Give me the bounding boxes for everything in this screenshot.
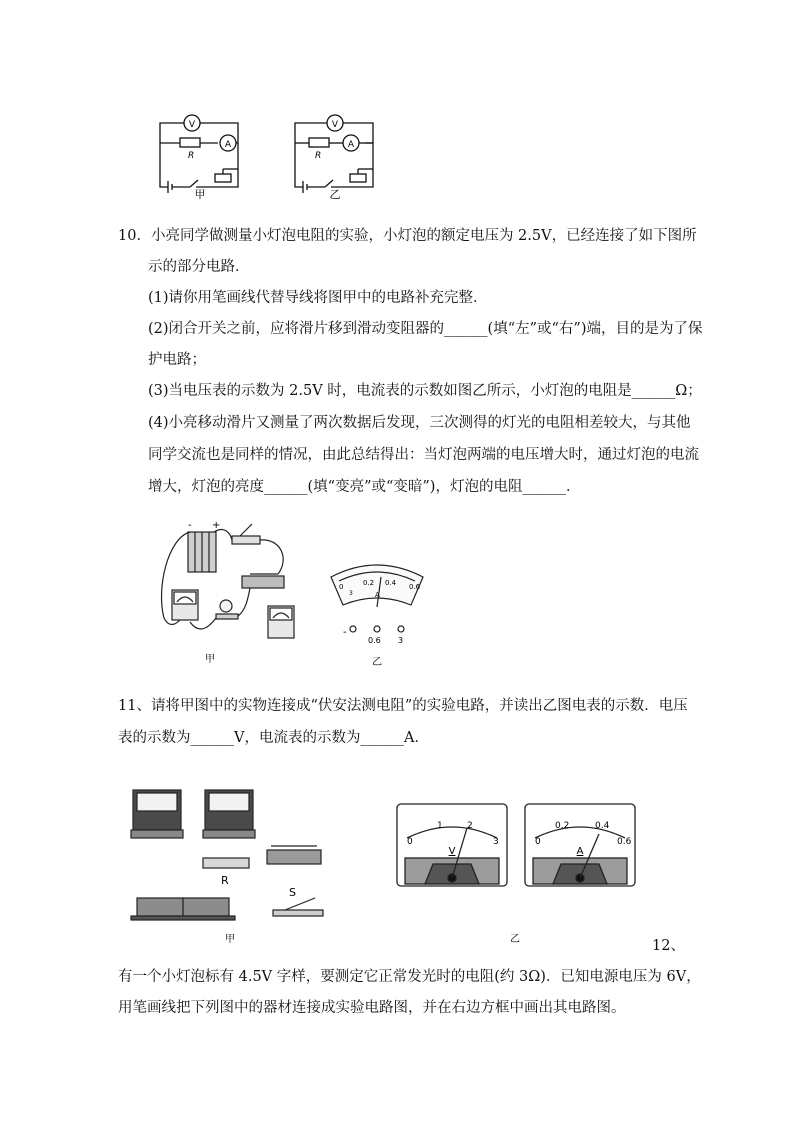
q11-line-1: 11、请将甲图中的实物连接成“伏安法测电阻”的实验电路，并读出乙图电表的示数．电压 [118,698,688,714]
figure-caption-yi: 乙 [510,934,520,945]
q12-line-1: 有一个小灯泡标有 4.5V 字样，要测定它正常发光时的电阻(约 3Ω)．已知电源电压为 6V， [118,969,701,985]
dial-tick-02: 0.2 [363,579,375,587]
figure-caption-yi: 乙 [372,657,382,668]
resistor-label: R [315,151,322,161]
figure-caption-jia: 甲 [225,934,235,945]
battery-minus-label: - [188,520,192,531]
voltmeter-symbol: V [331,120,339,130]
q10-part-4b: 同学交流也是同样的情况，由此总结得出：当灯泡两端的电压增大时，通过灯泡的电流 [148,447,699,463]
dial-tick-06: 0.6 [409,583,421,591]
voltmeter-unit: V [448,846,456,857]
resistor-label: R [221,874,229,887]
diagram-caption: 乙 [329,188,341,200]
q10-ammeter-figure [325,555,430,670]
voltmeter-tick-2: 2 [467,821,473,831]
ammeter-tick-04: 0.4 [595,821,610,831]
q12-number: 12、 [652,938,685,954]
voltmeter-tick-1: 1 [437,821,443,831]
q10-line-1: 10．小亮同学做测量小灯泡电阻的实验，小灯泡的额定电压为 2.5V，已经连接了如下图所 [118,228,697,244]
q11-components-figure [125,782,360,947]
voltmeter-symbol: V [188,120,196,130]
circuit-diagram-jia [150,105,250,200]
diagram-caption: 甲 [194,188,206,200]
q10-line-2: 示的部分电路． [148,259,250,275]
q11-line-2: 表的示数为______V，电流表的示数为______A． [118,730,429,746]
figure-caption-jia: 甲 [205,654,215,665]
ammeter-tick-02: 0.2 [555,821,570,831]
switch-label: S [289,886,296,899]
terminal-06: 0.6 [368,636,381,645]
terminal-3: 3 [398,636,404,645]
dial-tick-3: 3 [349,590,353,597]
voltmeter-tick-3: 3 [493,837,499,847]
ammeter-symbol: A [224,140,232,150]
q10-part-2b: 护电路； [148,352,206,368]
terminal-minus: - [343,627,347,638]
q10-apparatus-figure [150,518,320,668]
voltmeter-tick-0: 0 [407,837,413,847]
ammeter-unit: A [576,846,584,857]
ammeter-tick-0: 0 [535,837,541,847]
q11-meters-figure [395,802,645,947]
ammeter-tick-06: 0.6 [617,837,632,847]
q10-part-4c: 增大，灯泡的亮度______(填“变亮”或“变暗”)，灯泡的电阻______． [148,479,581,495]
q10-part-2a: (2)闭合开关之前，应将滑片移到滑动变阻器的______(填“左”或“右”)端，目的是为了保 [148,321,703,337]
ammeter-symbol: A [347,140,355,150]
q10-part-1: (1)请你用笔画线代替导线将图甲中的电路补充完整． [148,290,488,306]
dial-tick-04: 0.4 [385,579,397,587]
q12-line-2: 用笔画线把下列图中的器材连接成实验电路图，并在右边方框中画出其电路图。 [118,1000,626,1016]
dial-tick-0: 0 [339,583,344,591]
battery-plus-label: + [212,520,221,531]
q10-part-3: (3)当电压表的示数为 2.5V 时，电流表的示数如图乙所示，小灯泡的电阻是______Ω； [148,383,702,399]
resistor-label: R [188,151,195,161]
q10-part-4a: (4)小亮移动滑片又测量了两次数据后发现，三次测得的灯光的电阻相差较大，与其他 [148,415,691,431]
circuit-diagram-yi [285,105,385,200]
dial-unit: A [375,591,380,599]
